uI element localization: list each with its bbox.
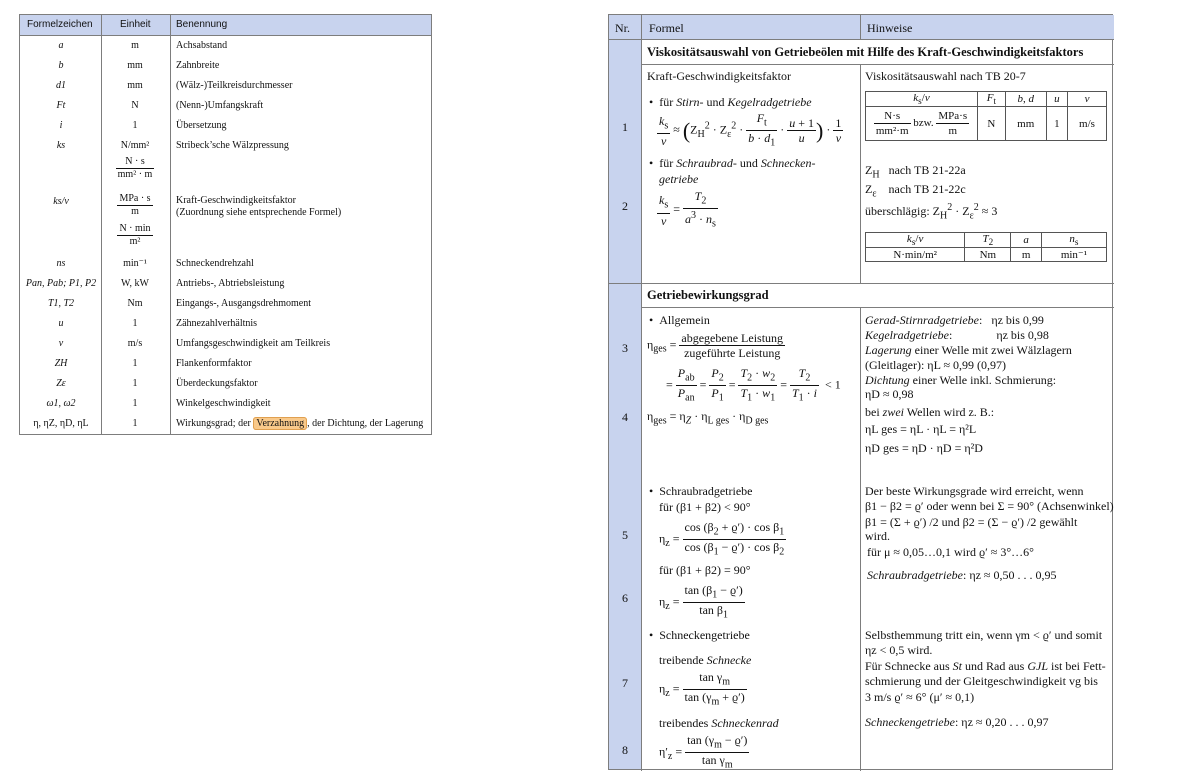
mini-unit: m/s xyxy=(1068,107,1107,141)
unit-cell: N/mm² xyxy=(120,140,150,151)
unit-cell: m xyxy=(131,40,139,51)
name-cell: Antriebs-, Abtriebsleistung xyxy=(176,278,285,289)
symbol-cell: T1, T2 xyxy=(47,298,75,309)
mini-unit: 1 xyxy=(1046,107,1067,141)
hint-line: bei zwei Wellen wird z. B.: xyxy=(865,405,995,419)
name-cell: Überdeckungsfaktor xyxy=(176,378,258,389)
subsection-title: Viskositätsauswahl nach TB 20-7 xyxy=(865,69,1026,83)
hint-line: (Gleitlager): ηL ≈ 0,99 (0,97) xyxy=(865,358,1007,372)
name-cell: Zahnbreite xyxy=(176,60,220,71)
formula-1: $\frac{k_s}{v}$ ≈ ($Z_H^2 \cdot Z_\varepsilon^2$ · $\frac{F_t}{b \cdot d_1}$ · $\frac{u + 1}{u}$ ) · $\frac{1}{v}$ xyxy=(659,111,842,149)
formula-8: $\eta'_z$ = $\frac{\tan (\gamma_m - ϱ')}{\tan \gamma_m}$ xyxy=(659,733,748,771)
symbol-cell: b xyxy=(58,60,64,71)
name-cell: Kraft-Geschwindigkeitsfaktor xyxy=(176,195,296,206)
hint-line: 3 m/s ϱ′ ≈ 6° (μ′ ≈ 0,1) xyxy=(865,690,975,704)
bullet-line: • Allgemein xyxy=(649,313,710,327)
symbol-cell: ZH xyxy=(54,358,68,369)
header-formel: Formel xyxy=(649,21,684,35)
row-divider xyxy=(641,64,1114,65)
hint-line: wird. xyxy=(865,529,890,543)
col-divider xyxy=(170,15,171,434)
row-number: 7 xyxy=(622,676,628,690)
hint-line: ηD ≈ 0,98 xyxy=(865,387,914,401)
hint-line: Dichtung einer Welle inkl. Schmierung: xyxy=(865,373,1057,387)
unit-cell: m/s xyxy=(127,338,143,349)
name-cell-note: (Zuordnung siehe entsprechende Formel) xyxy=(176,207,342,218)
mini-unit: min⁻¹ xyxy=(1041,248,1106,262)
hint-line: für μ ≈ 0,05…0,1 wird ϱ′ ≈ 3°…6° xyxy=(867,545,1034,559)
row-number: 1 xyxy=(622,120,628,134)
hint-line: β1 = (Σ + ϱ′) /2 und β2 = (Σ − ϱ′) /2 gewählt xyxy=(865,515,1078,529)
mini-header: b, d xyxy=(1005,92,1046,107)
formula-5: $\eta_z$ = $\frac{\cos (\beta_2 + ϱ') \cdot \cos \beta_1}{\cos (\beta_1 - ϱ') \cdot \cos \beta_2}$ xyxy=(659,520,785,558)
name-cell: Flankenformfaktor xyxy=(176,358,252,369)
mini-header: $F_t$ xyxy=(978,92,1006,107)
condition-line: für (β1 + β2) = 90° xyxy=(659,563,751,577)
unit-cell: mm xyxy=(127,80,143,91)
sub-label: treibende Schnecke xyxy=(659,653,752,667)
formula-3a: $\eta_{ges}$ = abgegebene Leistung zugeführte Leistung xyxy=(647,331,784,360)
mini-unit: $\frac{N\cdot s}{\text{mm²·m}}$ bzw. MPa·s m xyxy=(866,107,978,141)
hint-line: Für Schnecke aus St und Rad aus GJL ist bei Fett- xyxy=(865,659,1106,673)
mini-unit: m xyxy=(1011,248,1042,262)
name-cell: Stribeck’sche Wälzpressung xyxy=(176,140,289,151)
unit-cell: N xyxy=(131,100,139,111)
symbol-cell: ks xyxy=(56,140,66,151)
symbol-cell: Zε xyxy=(56,378,66,389)
row-number: 6 xyxy=(622,591,628,605)
row-divider xyxy=(641,307,1114,308)
row-number: 5 xyxy=(622,528,628,542)
unit-cell: 1 xyxy=(132,318,138,329)
unit-fraction: $\frac{N \cdot \min}{\text{m²}}$ xyxy=(119,223,151,247)
section-title: Viskositätsauswahl von Getriebeölen mit Hilfe des Kraft-Geschwindigkeitsfaktors xyxy=(647,45,1084,59)
symbol-cell: ks/v xyxy=(53,196,69,207)
col-divider xyxy=(860,15,861,40)
unit-fraction: $\frac{\text{MPa · s}}{m}$ xyxy=(119,193,151,217)
symbol-cell: Pan, Pab; P1, P2 xyxy=(25,278,97,289)
name-cell: Schneckendrehzahl xyxy=(176,258,254,269)
mini-unit: Nm xyxy=(965,248,1011,262)
symbol-cell: v xyxy=(58,338,64,349)
header-benennung: Benennung xyxy=(176,19,228,30)
ze-note: $Z_\varepsilon$ nach TB 21-22c xyxy=(865,182,966,200)
section-title: Getriebewirkungsgrad xyxy=(647,288,769,302)
header-einheit: Einheit xyxy=(120,19,151,30)
name-text: Wirkungsgrad; der xyxy=(176,418,254,429)
mini-unit: N xyxy=(978,107,1006,141)
name-cell xyxy=(176,418,423,430)
unit-cell: 1 xyxy=(132,120,138,131)
hint-line: ηL ges = ηL · ηL = η²L xyxy=(865,422,977,436)
symbol-table xyxy=(19,14,432,435)
unit-cell: min⁻¹ xyxy=(123,258,147,269)
unit-cell: 1 xyxy=(132,398,138,409)
mini-unit: mm xyxy=(1005,107,1046,141)
mini-header: u xyxy=(1046,92,1067,107)
mini-header: $n_s$ xyxy=(1041,233,1106,248)
symbol-cell: i xyxy=(59,120,63,131)
bullet-line: • für Schraubrad- und Schnecken- xyxy=(649,156,816,170)
condition-line: für (β1 + β2) < 90° xyxy=(659,500,751,514)
units-table-2 xyxy=(865,232,1107,262)
formula-7: $\eta_z$ = $\frac{\tan \gamma_m}{\tan (\gamma_m + ϱ')}$ xyxy=(659,670,745,708)
row-number: 3 xyxy=(622,341,628,355)
mini-header: $k_s/v$ xyxy=(866,233,965,248)
row-number: 8 xyxy=(622,743,628,757)
formula-3b: = $P_{ab}$ $P_{an}$ = $\frac{P_2}{P_1}$ = $\frac{T_2 \cdot w_2}{T_1 \cdot w_1}$ = $\frac{T_2}{T_1 \cdot i}$ < 1 xyxy=(666,366,841,404)
symbol-cell: d1 xyxy=(56,80,66,91)
name-cell: Zähnezahlverhältnis xyxy=(176,318,258,329)
bullet-line: • Schraubradgetriebe xyxy=(649,484,753,498)
name-cell: Achsabstand xyxy=(176,40,228,51)
row-number: 2 xyxy=(622,199,628,213)
col-divider xyxy=(641,15,642,771)
name-cell: Eingangs-, Ausgangsdrehmoment xyxy=(176,298,311,309)
header-hinweise: Hinweise xyxy=(867,21,913,35)
header-formelzeichen: Formelzeichen xyxy=(27,19,93,30)
row-number: 4 xyxy=(622,410,628,424)
header-nr: Nr. xyxy=(615,21,630,35)
symbol-cell: ω1, ω2 xyxy=(46,398,76,409)
hint-line: Lagerung einer Welle mit zwei Wälzlagern xyxy=(865,343,1072,357)
name-cell: Winkelgeschwindigkeit xyxy=(176,398,271,409)
bullet-line: • Schneckengetriebe xyxy=(649,628,750,642)
formula-table xyxy=(608,14,1113,770)
unit-cell: W, kW xyxy=(121,278,149,289)
name-cell: Übersetzung xyxy=(176,120,227,131)
mini-header: a xyxy=(1011,233,1042,248)
unit-cell: Nm xyxy=(127,298,143,309)
estimate-note: überschlägig: $Z_H^2 \cdot Z_\varepsilon^2 \approx 3$ xyxy=(865,202,998,222)
hint-line: ηD ges = ηD · ηD = η²D xyxy=(865,441,983,455)
formula-4: $\eta_{ges} = \eta_Z \cdot \eta_{L ges} \cdot \eta_{D ges}$ xyxy=(647,409,769,427)
name-text: , der Dichtung, der Lagerung xyxy=(307,418,424,429)
mini-header: v xyxy=(1068,92,1107,107)
unit-cell: 1 xyxy=(132,418,138,429)
mini-header: $T_2$ xyxy=(965,233,1011,248)
row-divider xyxy=(609,283,1114,284)
name-cell: (Wälz-)Teilkreisdurchmesser xyxy=(176,80,293,91)
hint-line: Kegelradgetriebe: ηz bis 0,98 xyxy=(865,328,1049,342)
hint-line: Schraubradgetriebe: ηz ≈ 0,50 . . . 0,95 xyxy=(867,568,1057,582)
symbol-cell: a xyxy=(58,40,64,51)
unit-cell: 1 xyxy=(132,358,138,369)
formula-6: $\eta_z$ = $\frac{\tan (\beta_1 - ϱ')}{\tan \beta_1}$ xyxy=(659,583,743,621)
bullet-line-cont: getriebe xyxy=(659,172,699,186)
mini-unit: N·min/m² xyxy=(866,248,965,262)
row-divider xyxy=(609,39,1114,40)
hint-line: Gerad-Stirnradgetriebe: ηz bis 0,99 xyxy=(865,313,1044,327)
symbol-cell: η, ηZ, ηD, ηL xyxy=(33,418,89,429)
sub-label: treibendes Schneckenrad xyxy=(659,716,779,730)
formula-2: $\frac{k_s}{v}$ = $\frac{T_2}{a^3 \cdot n_s}$ xyxy=(659,189,716,230)
hint-line: Der beste Wirkungsgrade wird erreicht, wenn xyxy=(865,484,1084,498)
hint-line: schmierung und der Gleitgeschwindigkeit vg bis xyxy=(865,674,1098,688)
unit-fraction: $\frac{N \cdot s}{\text{mm² · m}}$ xyxy=(117,156,153,180)
mini-header: $k_s/v$ xyxy=(866,92,978,107)
unit-cell: mm xyxy=(127,60,143,71)
name-cell: Umfangsgeschwindigkeit am Teilkreis xyxy=(176,338,331,349)
bullet-line: • für Stirn- und Kegelradgetriebe xyxy=(649,95,812,109)
hint-line: Schneckengetriebe: ηz ≈ 0,20 . . . 0,97 xyxy=(865,715,1049,729)
hint-line: Selbsthemmung tritt ein, wenn γm < ϱ′ und somit xyxy=(865,628,1103,642)
symbol-cell: ns xyxy=(56,258,66,269)
hint-line: ηz < 0,5 wird. xyxy=(865,643,933,657)
col-divider xyxy=(860,64,861,283)
zh-note: $Z_H$ nach TB 21-22a xyxy=(865,163,966,181)
col-divider xyxy=(860,307,861,771)
hint-line: β1 − β2 = ϱ′ oder wenn bei Σ = 90° (Achsenwinkel) xyxy=(865,499,1114,513)
units-table-1 xyxy=(865,91,1107,141)
name-cell: (Nenn-)Umfangskraft xyxy=(176,100,264,111)
symbol-cell: u xyxy=(58,318,64,329)
symbol-cell: Ft xyxy=(56,100,66,111)
subsection-title: Kraft-Geschwindigkeitsfaktor xyxy=(647,69,791,83)
unit-cell: 1 xyxy=(132,378,138,389)
highlighted-word[interactable]: Verzahnung xyxy=(253,417,307,430)
